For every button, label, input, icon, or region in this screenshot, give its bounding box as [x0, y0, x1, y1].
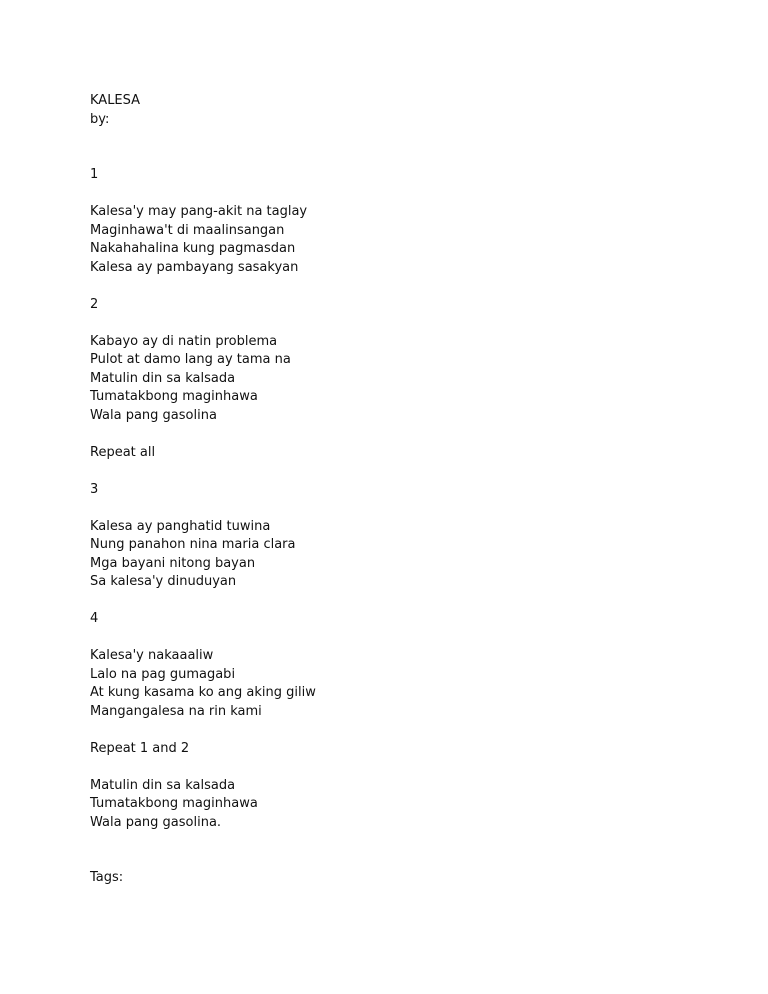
- tags-label: Tags:: [90, 870, 124, 885]
- verse-line: Kalesa ay panghatid tuwina: [90, 518, 271, 534]
- verse-2-number: 2: [90, 296, 99, 312]
- verse-4-number: 4: [90, 611, 99, 626]
- verse-line: Wala pang gasolina.: [90, 814, 222, 830]
- verse-line: Kalesa'y may pang-akit na taglay: [90, 204, 308, 219]
- repeat-1-2-note: Repeat 1 and 2: [90, 740, 190, 756]
- verse-line: Kalesa ay pambayang sasakyan: [90, 259, 299, 275]
- repeat-all-note: Repeat all: [90, 444, 156, 460]
- verse-1-number: 1: [90, 167, 99, 182]
- verse-line: Matulin din sa kalsada: [90, 370, 236, 386]
- verse-line: Matulin din sa kalsada: [90, 777, 236, 793]
- verse-2: [90, 333, 316, 426]
- verse-line: Lalo na pag gumagabi: [90, 666, 236, 682]
- verse-line: Kalesa'y nakaaaliw: [90, 648, 214, 663]
- verse-line: Mga bayani nitong bayan: [90, 555, 256, 571]
- verse-line: Nung panahon nina maria clara: [90, 537, 296, 552]
- verse-line: Wala pang gasolina: [90, 407, 217, 423]
- verse-3-number: 3: [90, 481, 99, 497]
- verse-4: [90, 647, 316, 721]
- verse-line: Tumatakbong maginhawa: [90, 796, 258, 811]
- verse-1: [90, 203, 316, 277]
- verse-line: Sa kalesa'y dinuduyan: [90, 574, 237, 589]
- verse-line: At kung kasama ko ang aking giliw: [90, 685, 316, 700]
- verse-line: Pulot at damo lang ay tama na: [90, 352, 291, 367]
- verse-line: Kabayo ay di natin problema: [90, 333, 278, 349]
- ending-stanza: [90, 777, 316, 833]
- verse-3: [90, 518, 316, 592]
- verse-line: Tumatakbong maginhawa: [90, 389, 258, 404]
- verse-line: Maginhawa't di maalinsangan: [90, 222, 285, 238]
- lyrics-document: [90, 92, 316, 888]
- byline: by:: [90, 111, 110, 127]
- song-title: KALESA: [90, 93, 141, 108]
- verse-line: Mangangalesa na rin kami: [90, 703, 262, 719]
- verse-line: Nakahahalina kung pagmasdan: [90, 241, 296, 256]
